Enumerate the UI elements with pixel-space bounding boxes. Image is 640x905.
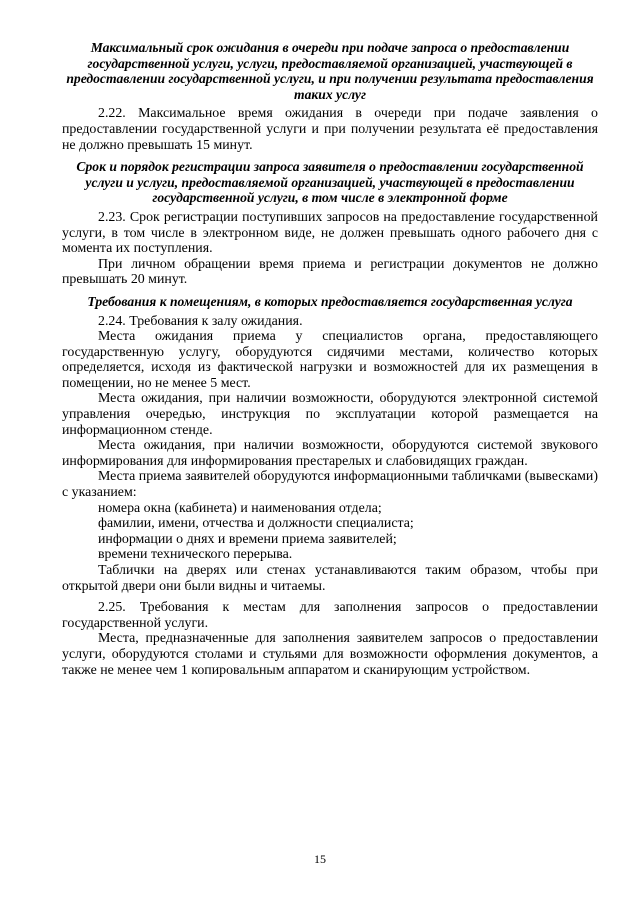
page-number: 15	[314, 852, 326, 866]
paragraph-plates: Таблички на дверях или стенах устанавливаются таким образом, чтобы при открытой двери они были видны и читаемы.	[62, 563, 598, 594]
list-item-specialist-name: фамилии, имени, отчества и должности специалиста;	[98, 516, 414, 532]
paragraph-audio-system: Места ожидания, при наличии возможности, оборудуются системой звукового информирования для информирования престарелых и слабовидящих граждан.	[62, 438, 598, 469]
list-item-window-number: номера окна (кабинета) и наименования отдела;	[98, 500, 382, 516]
paragraph-waiting-seats: Места ожидания приема у специалистов органа, предоставляющего государственную услугу, оборудуются сидячими местами, количество которых определяется, исходя из фактической нагрузки и возможностей для их размещения в помещении, но не менее 5 мест.	[62, 329, 598, 391]
list-item-reception-days: информации о днях и времени приема заявителей;	[98, 531, 397, 547]
paragraph-queue-system: Места ожидания, при наличии возможности, оборудуются электронной системой управления очередью, инструкция по эксплуатации которой размещается на информационном стенде.	[62, 391, 598, 438]
paragraph-filling-places: Места, предназначенные для заполнения заявителем запросов о предоставлении услуги, оборудуются столами и стульями для возможности оформления документов, а также не менее чем 1 копировальным аппаратом и сканирующим устройством.	[62, 631, 598, 678]
section-heading-registration: Срок и порядок регистрации запроса заявителя о предоставлении государственной услуги и услуги, предоставляемой организацией, участвующей в предоставлении государственной услуги, в том числе в электронной форме	[76, 159, 584, 206]
paragraph-info-signs: Места приема заявителей оборудуются информационными табличками (вывесками) с указанием:	[62, 469, 598, 501]
paragraph-2-25: 2.25. Требования к местам для заполнения запросов о предоставлении государственной услуги.	[62, 600, 598, 631]
paragraph-2-22: 2.22. Максимальное время ожидания в очереди при подаче заявления о предоставлении государственной услуги и при получении результата её предоставления не должно превышать 15 минут.	[62, 106, 598, 153]
paragraph-2-23: 2.23. Срок регистрации поступивших запросов на предоставление государственной услуги, в том числе в электронном виде, не должен превышать одного рабочего дня с момента их поступления.	[62, 209, 598, 257]
paragraph-personal-visit: При личном обращении время приема и регистрации документов не должно превышать 20 минут.	[62, 256, 598, 288]
section-heading-premises: Требования к помещениям, в которых предоставляется государственная услуга	[87, 293, 573, 309]
section-heading-queue-time: Максимальный срок ожидания в очереди при подаче запроса о предоставлении государственной услуги, услуги, предоставляемой организацией, участвующей в предоставлении государственной услуги, и при получении результата предоставления таких услуг	[66, 40, 594, 102]
list-item-technical-break: времени технического перерыва.	[98, 547, 293, 563]
paragraph-2-24: 2.24. Требования к залу ожидания.	[98, 313, 303, 329]
